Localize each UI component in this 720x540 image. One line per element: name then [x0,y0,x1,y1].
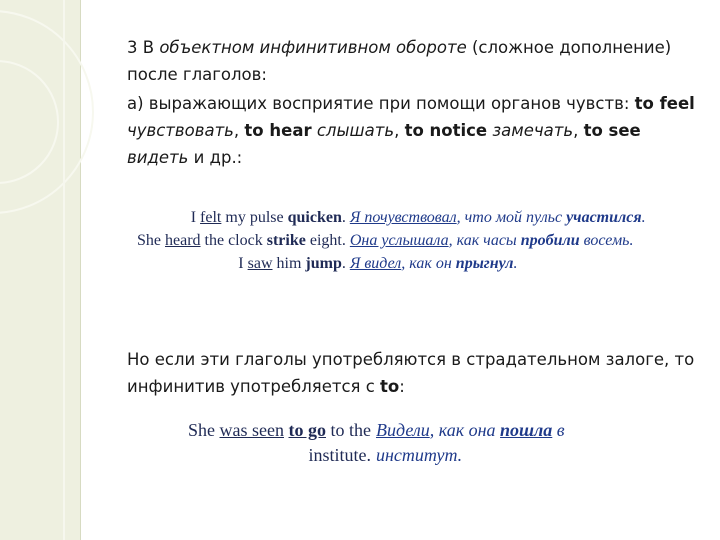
verb-notice-en: to notice [404,121,488,140]
example-segment: saw [247,255,273,272]
perception-verbs-paragraph [127,90,697,171]
separator: , [394,121,405,140]
example-english [137,229,350,252]
example-segment: my pulse [221,209,288,226]
example-segment: Я почувствовал [349,209,457,226]
example-segment: , что мой пульс [456,209,567,226]
example-segment: прыгнул [455,255,514,272]
verb-see-en: to see [583,121,641,140]
example-segment: strike [266,232,306,249]
example-russian [350,206,680,229]
example-segment: felt [200,209,222,226]
verb-feel-en: to feel [634,94,695,113]
example-segment: восемь. [579,232,634,249]
passive-example-table [165,418,616,468]
example-english [137,252,350,275]
example-segment: . [341,255,346,272]
verb-hear-ru: слышать [316,121,395,140]
example-segment: Она услышала [349,232,449,249]
example-segment: , как часы [448,232,521,249]
example-segment: , как она [429,420,501,440]
rule-rest-text: (сложное дополнение) после глаголов: [127,38,672,84]
example-segment: quicken [287,209,342,226]
example-segment: I [190,209,201,226]
example-segment: She [188,420,220,440]
verb-see-ru: видеть [127,148,189,167]
example-segment: пробили [520,232,580,249]
example-segment: was seen [219,420,284,440]
separator: , [233,121,245,140]
example-segment: участился [566,209,642,226]
example-row [137,229,680,252]
example-segment: , как он [401,255,456,272]
passive-note-paragraph [127,346,697,400]
verb-notice-ru: замечать [492,121,574,140]
example-segment: eight. [305,232,346,249]
rule-term-text: объектном инфинитивном обороте [159,38,467,57]
example-segment: . [513,255,518,272]
perception-lead-text: а) выражающих восприятие при помощи органов чувств: [127,94,635,113]
example-russian [350,252,680,275]
example-segment: to go [288,420,326,440]
passive-note-text: Но если эти глаголы употребляются в страдательном залоге, то инфинитив употребляется с [127,350,695,396]
verb-feel-ru: чувствовать [127,121,234,140]
decorative-line [63,0,65,540]
passive-example-russian [376,418,616,468]
example-segment: I [238,255,248,272]
example-segment: jump [305,255,342,272]
example-segment: Я видел [349,255,402,272]
example-segment: пошла [500,420,553,440]
example-segment: him [272,255,306,272]
example-segment: . [341,209,346,226]
passive-to-text: to [380,377,400,396]
example-segment: в институт. [376,420,565,465]
examples-table [137,206,680,275]
example-segment: the clock [200,232,267,249]
perception-tail-text: и др.: [188,148,243,167]
example-segment: She [137,232,165,249]
example-english [137,206,350,229]
decorative-side-panel [0,0,81,540]
example-segment: to the institute. [308,420,371,465]
separator: , [573,121,584,140]
example-row [137,206,680,229]
passive-tail-text: : [399,377,405,396]
passive-example-english [165,418,376,468]
example-row [137,252,680,275]
verb-hear-en: to hear [244,121,312,140]
example-segment: Видели [376,420,430,440]
example-segment: . [641,209,646,226]
passive-example-row [165,418,616,468]
example-segment: heard [165,232,201,249]
example-russian [350,229,680,252]
rule-intro-paragraph [127,34,697,88]
rule-number-text: 3 В [127,38,160,57]
